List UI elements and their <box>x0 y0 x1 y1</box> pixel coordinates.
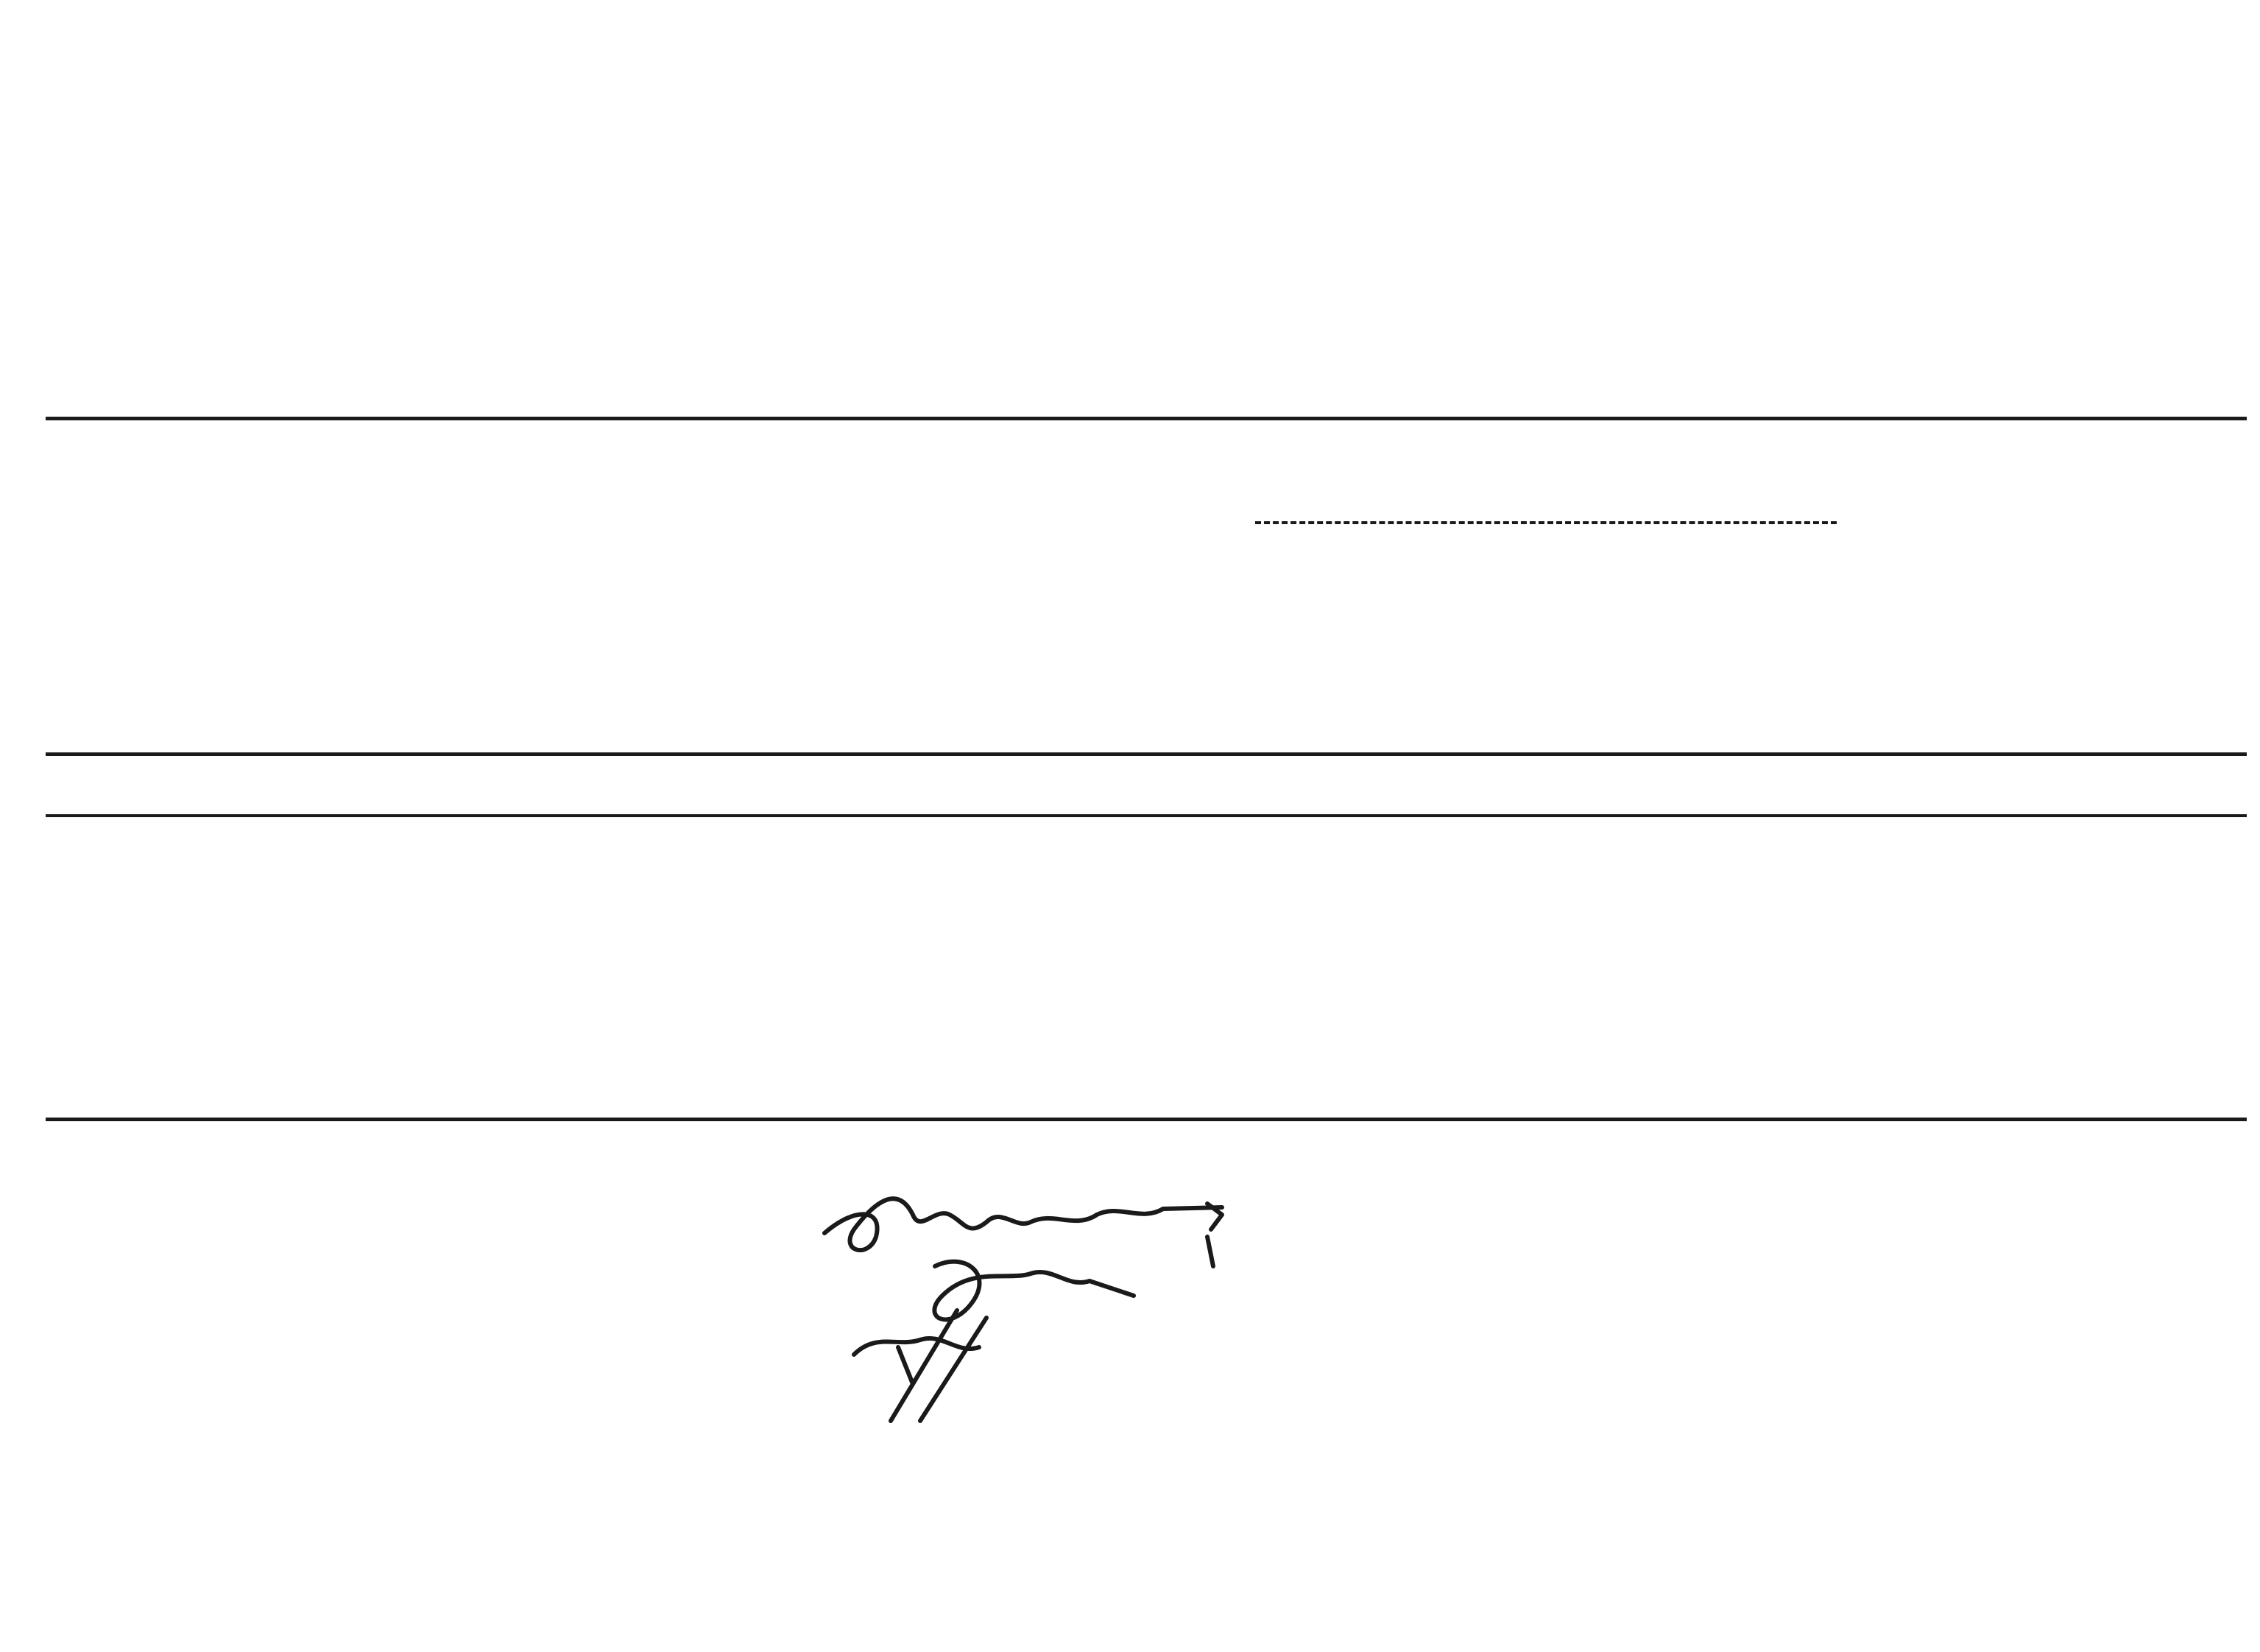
header-bottom-rule <box>46 752 2247 756</box>
table-bottom-rule <box>46 1118 2247 1121</box>
cost-group-underline <box>1255 521 1837 524</box>
handwritten-signature <box>810 1163 1251 1428</box>
table-top-rule <box>46 417 2247 420</box>
column-number-rule <box>46 814 2247 817</box>
